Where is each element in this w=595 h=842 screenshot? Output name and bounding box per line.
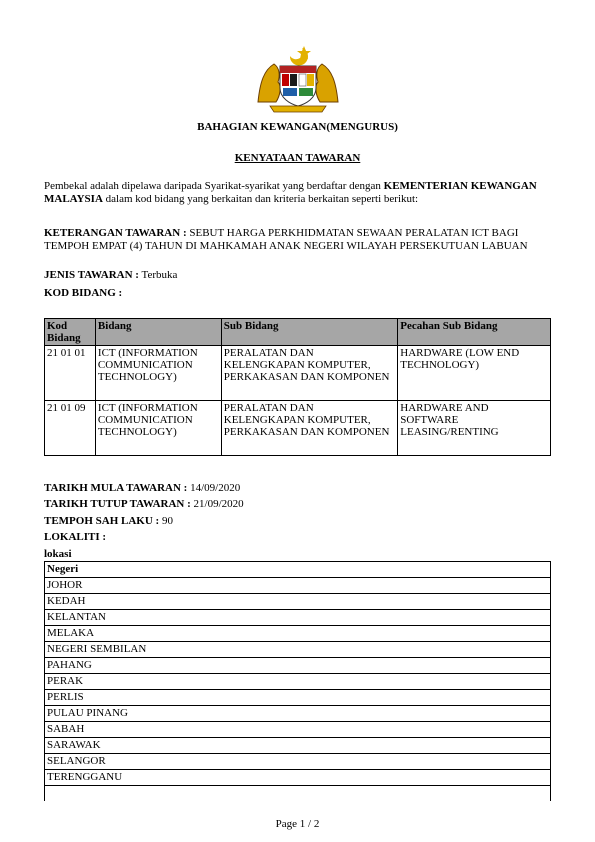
- intro-paragraph: [44, 180, 554, 206]
- table-row: [45, 594, 551, 610]
- tarikh-mula: [44, 482, 240, 495]
- cell-kod: 21 01 09: [45, 401, 96, 456]
- tarikh-mula-label: TARIKH MULA TAWARAN :: [44, 482, 188, 494]
- state-cell: SELANGOR: [45, 754, 551, 770]
- lokaliti: [44, 531, 106, 544]
- table-row: [45, 690, 551, 706]
- keterangan-tawaran: [44, 227, 554, 253]
- coat-of-arms-logo: [250, 42, 346, 114]
- state-cell: PERAK: [45, 674, 551, 690]
- tarikh-tutup-label: TARIKH TUTUP TAWARAN :: [44, 498, 191, 510]
- intro-text-before: Pembekal adalah dipelawa daripada Syarikat-syarikat yang berdaftar dengan: [44, 180, 384, 192]
- state-cell: PAHANG: [45, 658, 551, 674]
- state-cell: PULAU PINANG: [45, 706, 551, 722]
- intro-text-after: dalam kod bidang yang berkaitan dan kriteria berkaitan seperti berikut:: [102, 193, 419, 205]
- cell-bidang: ICT (INFORMATION COMMUNICATION TECHNOLOGY): [95, 346, 221, 401]
- table-row: [45, 578, 551, 594]
- tempoh-value: 90: [159, 515, 173, 527]
- tarikh-tutup: [44, 498, 244, 511]
- state-cell: KEDAH: [45, 594, 551, 610]
- table-row: [45, 610, 551, 626]
- table-row: [45, 786, 551, 802]
- state-cell-empty: [45, 786, 551, 802]
- jenis-tawaran: [44, 269, 177, 282]
- organisation-title: BAHAGIAN KEWANGAN(MENGURUS): [197, 121, 398, 133]
- negeri-table: [44, 561, 551, 801]
- header-sub-bidang: Sub Bidang: [221, 319, 397, 346]
- cell-pecahan: HARDWARE AND SOFTWARE LEASING/RENTING: [398, 401, 551, 456]
- cell-pecahan: HARDWARE (LOW END TECHNOLOGY): [398, 346, 551, 401]
- tempoh-label: TEMPOH SAH LAKU :: [44, 515, 160, 527]
- tarikh-tutup-value: 21/09/2020: [190, 498, 244, 510]
- table-row: [45, 346, 551, 401]
- keterangan-value: SEBUT HARGA PERKHIDMATAN SEWAAN PERALATAN ICT BAGI TEMPOH EMPAT (4) TAHUN DI MAHKAMAH ANAK NEGERI WILAYAH PERSEKUTUAN LABUAN: [44, 227, 528, 252]
- table-row: [45, 642, 551, 658]
- kod-bidang: [44, 287, 122, 300]
- state-cell: SARAWAK: [45, 738, 551, 754]
- table-header-row: [45, 562, 551, 578]
- state-cell: NEGERI SEMBILAN: [45, 642, 551, 658]
- cell-sub-bidang: PERALATAN DAN KELENGKAPAN KOMPUTER, PERKAKASAN DAN KOMPONEN: [221, 401, 397, 456]
- table-row: [45, 738, 551, 754]
- ministry-name: KEMENTERIAN KEWANGAN MALAYSIA: [44, 180, 537, 205]
- jenis-value: Terbuka: [138, 269, 178, 281]
- lokaliti-label: LOKALITI :: [44, 531, 107, 543]
- tempoh-sah-laku: [44, 515, 173, 528]
- keterangan-label: KETERANGAN TAWARAN :: [44, 227, 187, 239]
- cell-kod: 21 01 01: [45, 346, 96, 401]
- table-row: [45, 754, 551, 770]
- state-cell: KELANTAN: [45, 610, 551, 626]
- tarikh-mula-value: 14/09/2020: [187, 482, 241, 494]
- cell-sub-bidang: PERALATAN DAN KELENGKAPAN KOMPUTER, PERKAKASAN DAN KOMPONEN: [221, 346, 397, 401]
- header-pecahan-sub-bidang: Pecahan Sub Bidang: [398, 319, 551, 346]
- state-cell: MELAKA: [45, 626, 551, 642]
- table-row: [45, 722, 551, 738]
- table-row: [45, 674, 551, 690]
- table-row: [45, 658, 551, 674]
- table-row: [45, 706, 551, 722]
- table-row: [45, 401, 551, 456]
- lokasi-label: lokasi: [44, 548, 72, 560]
- header-kod-bidang: Kod Bidang: [45, 319, 96, 346]
- table-header-row: [45, 319, 551, 346]
- header-negeri: Negeri: [45, 562, 551, 578]
- page-number: Page 1 / 2: [275, 818, 320, 830]
- table-row: [45, 770, 551, 786]
- table-row: [45, 626, 551, 642]
- jenis-label: JENIS TAWARAN :: [44, 269, 139, 281]
- cell-bidang: ICT (INFORMATION COMMUNICATION TECHNOLOGY): [95, 401, 221, 456]
- document-title: KENYATAAN TAWARAN: [234, 152, 361, 164]
- kod-bidang-label: KOD BIDANG :: [44, 287, 123, 299]
- bidang-table: [44, 318, 551, 456]
- state-cell: SABAH: [45, 722, 551, 738]
- state-cell: TERENGGANU: [45, 770, 551, 786]
- state-cell: JOHOR: [45, 578, 551, 594]
- header-bidang: Bidang: [95, 319, 221, 346]
- state-cell: PERLIS: [45, 690, 551, 706]
